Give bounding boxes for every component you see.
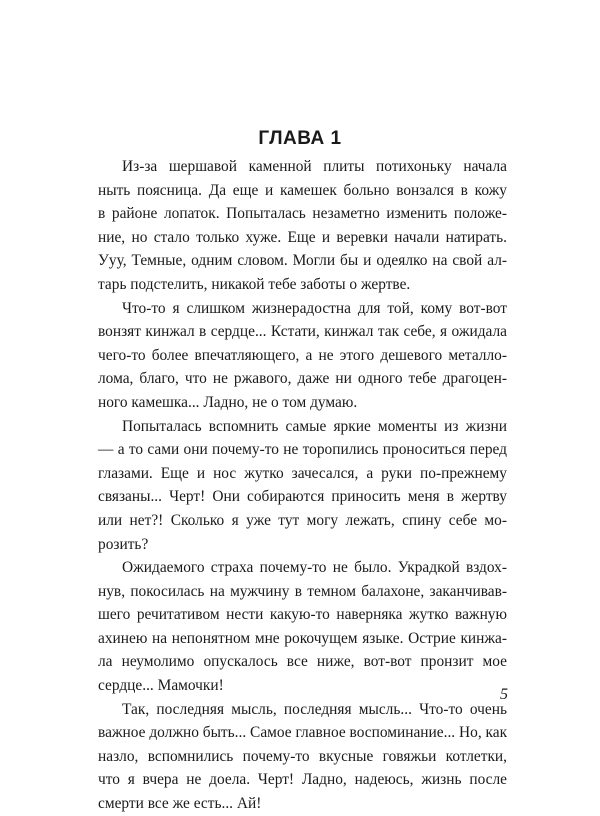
page-number: 5 <box>500 686 508 703</box>
text-line: назло, вспомнились почему-то вкусные говяжьи котлетки, <box>98 747 507 765</box>
paragraph <box>98 698 507 816</box>
text-line: Что-то я слишком жизнерадостна для той, кому вот-вот <box>122 299 507 317</box>
text-line: тарь подстелить, никакой тебе заботы о жертве. <box>98 275 411 293</box>
text-line: Из-за шершавой каменной плиты потихоньку начала <box>122 158 507 175</box>
text-line: глазами. Еще и нос жутко зачесался, а руки по-прежнему <box>98 464 507 482</box>
text-line: — а то сами они почему-то не торопились проноситься перед <box>98 441 507 459</box>
text-line: вонзят кинжал в сердце... Кстати, кинжал так себе, я ожидала <box>98 323 507 341</box>
paragraph <box>98 297 507 415</box>
text-line: ныть поясница. Да еще и камешек больно вонзался в кожу <box>98 181 507 199</box>
text-line: Ууу, Темные, одним словом. Могли бы и одеялко на свой ал- <box>98 252 507 270</box>
text-line: ние, но стало только хуже. Еще и веревки начали натирать. <box>98 228 507 246</box>
text-line: важное должно быть... Самое главное воспоминание... Но, как <box>98 724 508 742</box>
paragraph <box>98 415 507 557</box>
text-line: в районе лопаток. Попыталась незаметно изменить положе- <box>98 205 507 223</box>
text-line: шего речитативом нести какую-то наверняка жутко важную <box>98 606 507 624</box>
text-line: нув, покосилась на мужчину в темном балахоне, заканчивав- <box>98 582 507 600</box>
text-line: ного камешка... Ладно, не о том думаю. <box>98 393 358 411</box>
text-line: чего-то более впечатляющего, а не этого дешевого металло- <box>98 346 507 364</box>
text-line: связаны... Черт! Они собираются приносить меня в жертву <box>98 488 507 506</box>
text-line: сердце... Мамочки! <box>98 677 224 695</box>
text-line: Попыталась вспомнить самые яркие моменты из жизни <box>122 417 507 435</box>
text-line: лома, благо, что не ржавого, даже ни одного тебе драгоцен- <box>98 370 507 388</box>
text-line: розить? <box>98 535 149 553</box>
paragraph <box>98 155 507 297</box>
text-line: Ожидаемого страха почему-то не было. Украдкой вздох- <box>122 559 507 577</box>
body-text <box>98 155 507 816</box>
text-line: что я вчера не доела. Черт! Ладно, надеюсь, жизнь после <box>98 771 507 789</box>
text-line: ла неумолимо опускалось все ниже, вот-вот пронзит мое <box>98 653 507 671</box>
text-line: Так, последняя мысль, последняя мысль... Что-то очень <box>122 700 507 718</box>
chapter-title: ГЛАВА 1 <box>258 128 342 149</box>
text-line: ахинею на непонятном мне рокочущем языке. Острие кинжа- <box>98 629 507 647</box>
text-line: или нет?! Сколько я уже тут могу лежать, спину себе мо- <box>98 511 507 529</box>
paragraph <box>98 556 507 698</box>
text-line: смерти все же есть... Ай! <box>98 795 262 813</box>
